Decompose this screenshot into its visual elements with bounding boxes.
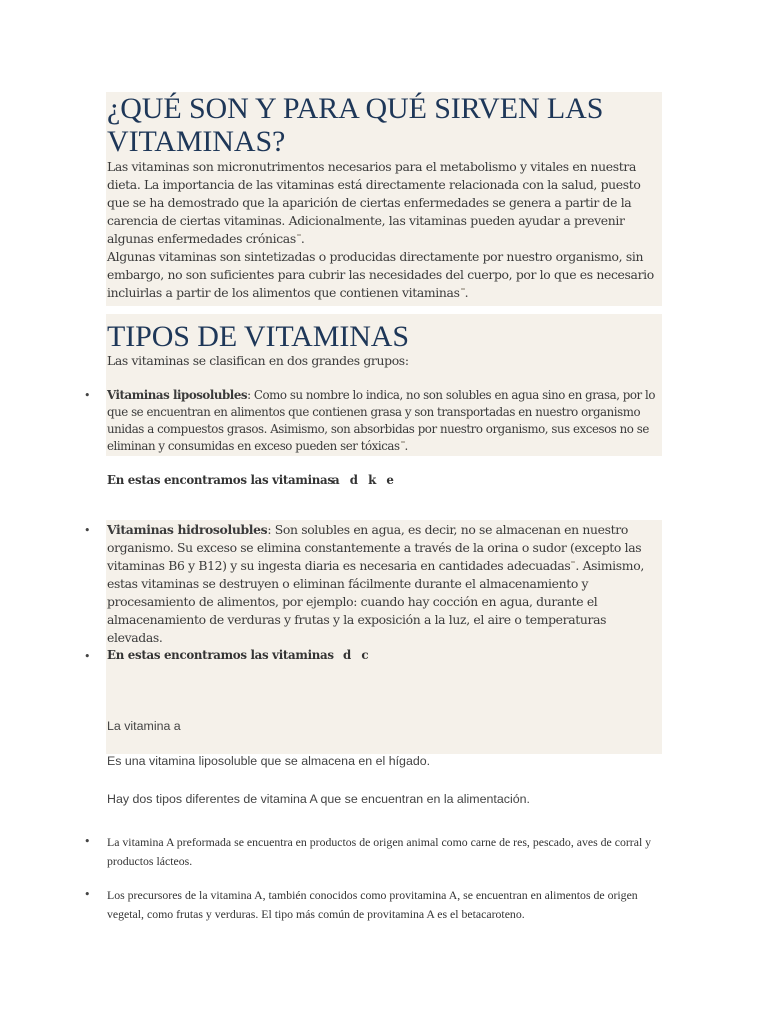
vitamin-a-description: Es una vitamina liposoluble que se almacena en el hígado. (107, 754, 431, 768)
liposolubles-item: Vitaminas liposolubles: Como su nombre lo indica, no son solubles en agua sino en grasa, por lo que se encuentran en alimentos que contienen grasa y son transportadas en nuestro organismo unidas a compuestos grasos. Asimismo, son absorbidas por nuestro organismo, sus excesos no se eliminan y consumidas en exceso pueden ser tóxicas . (107, 388, 656, 453)
synthesis-paragraph: Algunas vitaminas son sintetizadas o producidas directamente por nuestro organismo, sin embargo, no son suficientes para cubrir las necesidades del cuerpo, por lo que es necesario incluirlas a partir de los alimentos que contienen vitaminas . (107, 249, 654, 300)
hidrosolubles-item: Vitaminas hidrosolubles: Son solubles en agua, es decir, no se almacenan en nuestro organismo. Su exceso se elimina constantemente a través de la orina o sudor (excepto las vitaminas B6 y B12) y su ingesta diaria es necesaria en cantidades adecuadas . Asimismo, estas vitaminas se destruyen o eliminan fácilmente durante el almacenamiento y procesamiento de alimentos, por ejemplo: cuando hay cocción en agua, durante el almacenamiento de verduras y frutas y la exposición a la luz, el aire o temperaturas elevadas. (107, 522, 644, 645)
bullet-marker: • (84, 389, 91, 402)
provitamin-a-item: Los precursores de la vitamina A, también conocidos como provitamina A, se encuentran en alimentos de origen vegetal, como frutas y verduras. El tipo más común de provitamina A es el betacaroteno. (107, 888, 638, 921)
intro-paragraph: Las vitaminas son micronutrimentos necesarios para el metabolismo y vitales en nuestra dieta. La importancia de las vitaminas está directamente relacionada con la salud, puesto que se ha demostrado que la aparición de ciertas enfermedades se genera a partir de la carencia de ciertas vitaminas. Adicionalmente, las vitaminas pueden ayudar a prevenir algunas enfermedades crónicas . (107, 159, 641, 246)
reference-mark (461, 288, 465, 290)
liposolubles-vitamin-letters: a d k e (332, 473, 397, 487)
bullet-marker: • (84, 835, 91, 848)
hidrosolubles-vitamin-letters: d c (343, 648, 372, 662)
vitamin-a-types-intro: Hay dos tipos diferentes de vitamina A que se encuentran en la alimentación. (107, 792, 530, 806)
types-intro: Las vitaminas se clasifican en dos grandes grupos: (107, 353, 409, 368)
liposolubles-note: En estas encontramos las vitaminas (107, 473, 334, 487)
preformed-vitamin-a-item: La vitamina A preformada se encuentra en productos de origen animal como carne de res, pescado, aves de corral y productos lácteos. (107, 835, 652, 868)
vitamin-a-heading: La vitamina a (107, 719, 181, 733)
bullet-marker: • (84, 888, 91, 901)
types-heading: TIPOS DE VITAMINAS (107, 320, 409, 353)
bullet-marker: • (84, 650, 91, 663)
hidrosolubles-note: En estas encontramos las vitaminas (107, 648, 334, 662)
reference-mark (401, 441, 405, 443)
reference-mark (297, 234, 301, 236)
bullet-marker: • (84, 524, 91, 537)
page-title: ¿QUÉ SON Y PARA QUÉ SIRVEN LAS VITAMINAS? (107, 92, 604, 158)
